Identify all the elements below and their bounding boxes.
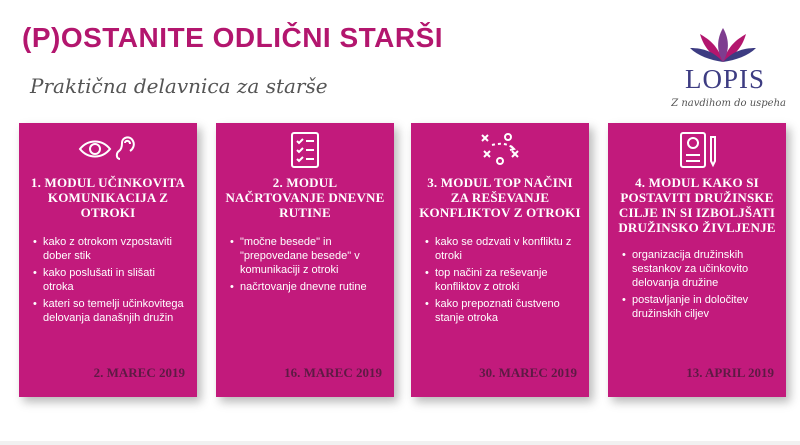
module-card-2 <box>216 123 394 397</box>
bottom-divider <box>0 441 800 445</box>
list-item: • "močne besede" in "prepovedane besede" v komunikaciji z otroki <box>230 235 384 277</box>
module-items <box>425 235 579 328</box>
module-heading: 2. MODUL NAČRTOVANJE DNEVNE RUTINE <box>225 175 385 220</box>
module-date: 30. MAREC 2019 <box>479 365 577 380</box>
module-date: 2. MAREC 2019 <box>93 365 185 380</box>
module-card-1 <box>19 123 197 397</box>
module-items <box>230 235 384 297</box>
module-card-3 <box>411 123 589 397</box>
module-heading: 1. MODUL UČINKOVITA KOMUNIKACIJA Z OTROKI <box>30 175 186 220</box>
lotus-icon <box>690 28 756 64</box>
list-item: • kako se odzvati v konfliktu z otroki <box>425 235 579 263</box>
logo-name: LOPIS <box>684 64 765 94</box>
module-date: 13. APRIL 2019 <box>686 365 774 380</box>
module-card-4 <box>608 123 786 397</box>
module-items <box>33 235 187 328</box>
list-item: • organizacija družinskih sestankov za učinkovito delovanja družine <box>622 248 776 290</box>
module-items <box>622 248 776 324</box>
list-item: • načrtovanje dnevne rutine <box>230 280 384 294</box>
module-heading: 4. MODUL KAKO SI POSTAVITI DRUŽINSKE CILJE IN SI IZBOLJŠATI DRUŽINSKO ŽIVLJENJE <box>618 175 776 235</box>
list-item: • kako prepoznati čustveno stanje otroka <box>425 297 579 325</box>
list-item: • kateri so temelji učinkovitega delovanja današnjih družin <box>33 297 187 325</box>
list-item: • kako poslušati in slišati otroka <box>33 266 187 294</box>
page-subtitle: Praktična delavnica za starše <box>30 74 328 98</box>
page-title: (P)OSTANITE ODLIČNI STARŠI <box>22 22 444 53</box>
module-date: 16. MAREC 2019 <box>284 365 382 380</box>
checklist-icon <box>216 131 394 169</box>
list-item: • top načini za reševanje konfliktov z otroki <box>425 266 579 294</box>
goal-document-icon <box>608 131 786 171</box>
lopis-logo <box>660 28 790 118</box>
list-item: • postavljanje in določitev družinskih ciljev <box>622 293 776 321</box>
list-item: • kako z otrokom vzpostaviti dober stik <box>33 235 187 263</box>
logo-tagline: Z navdihom do uspeha <box>671 98 786 109</box>
eye-ear-icon <box>19 131 197 167</box>
strategy-icon <box>411 131 589 169</box>
module-heading: 3. MODUL TOP NAČINI ZA REŠEVANJE KONFLIKTOV Z OTROKI <box>419 175 581 220</box>
